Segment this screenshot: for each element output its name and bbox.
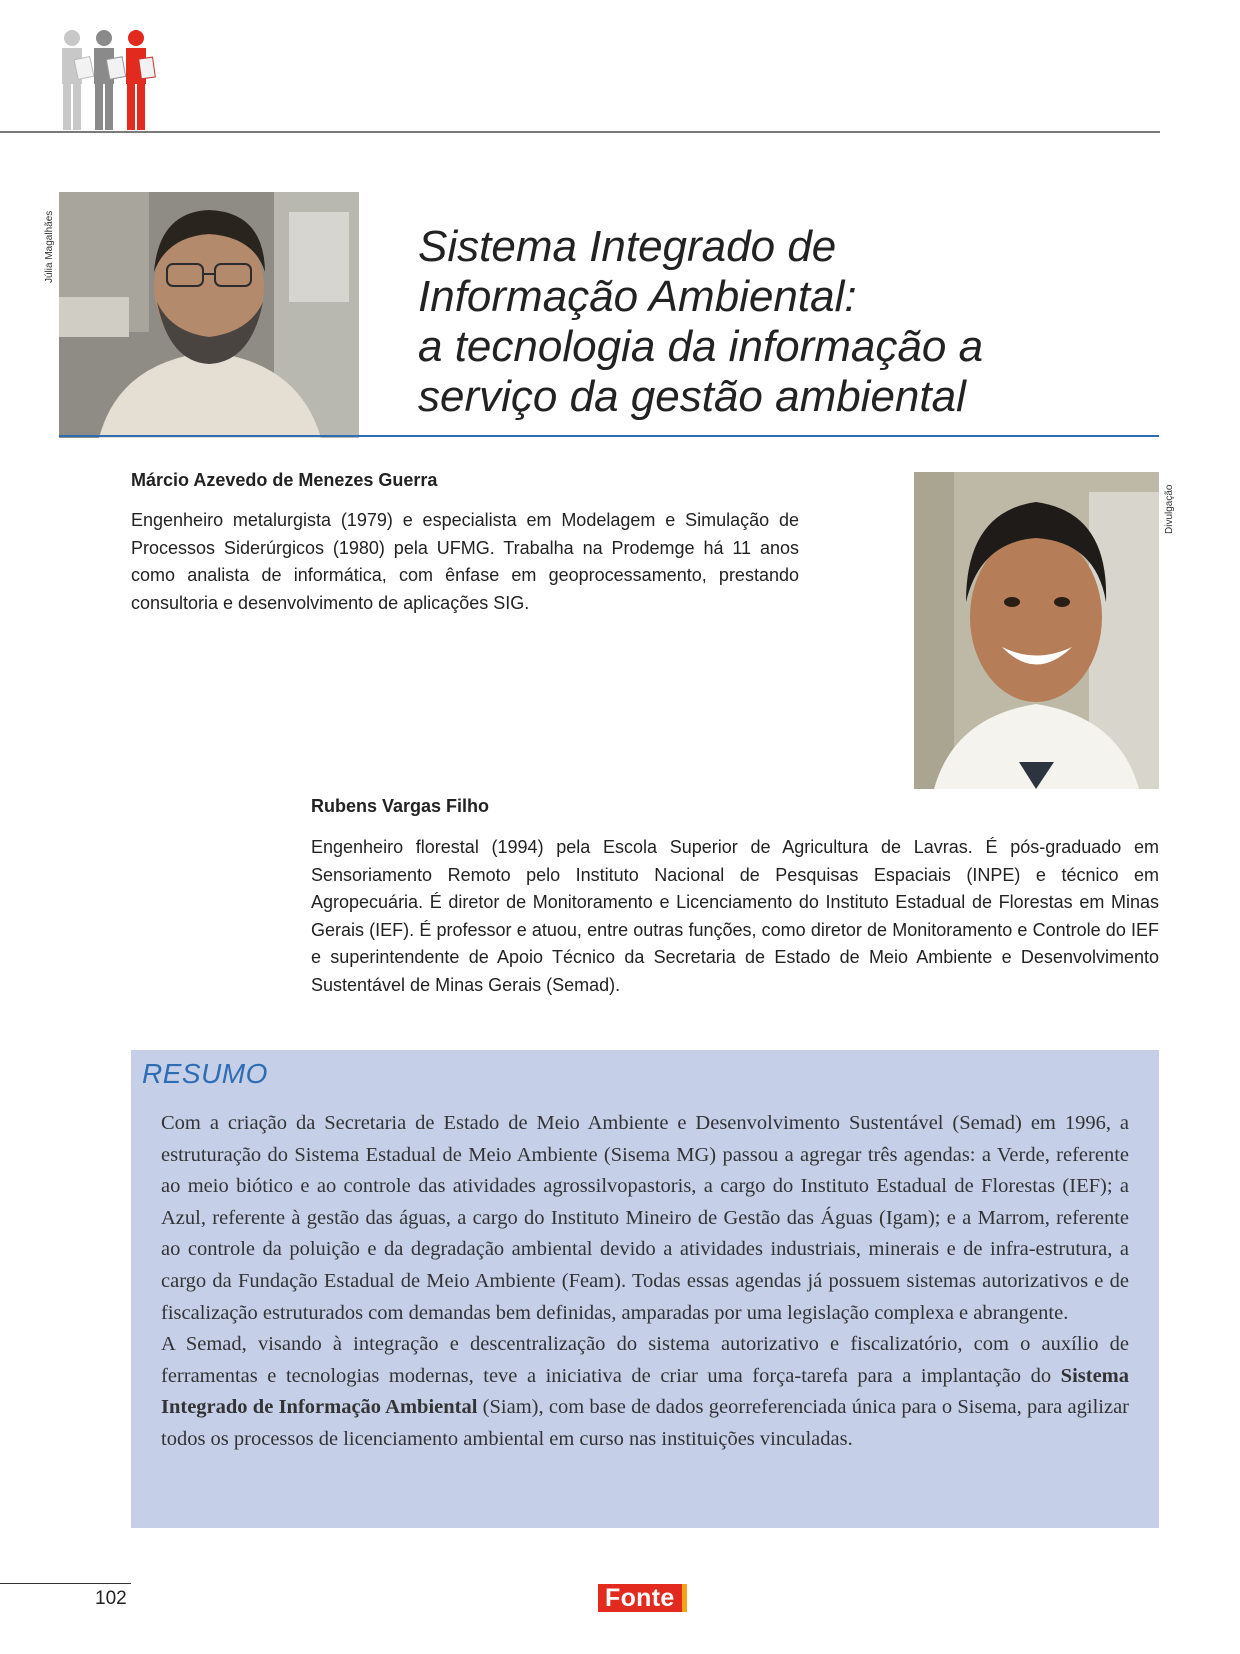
resumo-text [161, 1108, 1129, 1456]
author-photo-1 [59, 192, 359, 438]
resumo-text-run: (Siam), com base de dados georreferenciada única para o Sisema, para agilizar todos os processos de licenciamento ambiental em curso nas instituições vinculadas. [161, 1396, 1129, 1450]
resumo-bold-term: Sistema Integrado de Informação Ambiental [161, 1364, 1129, 1419]
title-line: Informação Ambiental: [418, 272, 857, 321]
title-line: a tecnologia da informação a [418, 322, 984, 371]
page-number: 102 [95, 1588, 127, 1609]
footer-rule [0, 1583, 131, 1584]
resumo-paragraph-1: Com a criação da Secretaria de Estado de Meio Ambiente e Desenvolvimento Sustentável (Semad) em 1996, a estruturação do Sistema Estadual de Meio Ambiente (Sisema MG) passou a agregar três agendas: a Verde, referente ao meio biótico e ao controle das atividades agrossilvopastoris, a cargo do Instituto Estadual de Florestas (IEF); a Azul, referente à gestão das águas, a cargo do Instituto Mineiro de Gestão das Águas (Igam); e a Marrom, referente ao controle da poluição e da degradação ambiental devido a atividades industriais, minerais e de infra-estrutura, a cargo da Fundação Estadual de Meio Ambiente (Feam). Todas essas agendas já possuem sistemas autorizativos e de fiscalização estruturados com demandas bem definidas, amparadas por uma legislação complexa e abrangente. [161, 1112, 1129, 1324]
title-rule [59, 435, 1159, 437]
photo-credit-2: Divulgação [1164, 484, 1175, 534]
title-line: serviço da gestão ambiental [418, 372, 966, 421]
people-figures-icon [58, 28, 158, 132]
author-photo-2 [914, 472, 1159, 789]
author-name-2: Rubens Vargas Filho [311, 796, 490, 816]
title-line: Sistema Integrado de [418, 222, 837, 271]
header-rule [0, 131, 1160, 133]
resumo-paragraph-2 [161, 1329, 1129, 1455]
resumo-text-run: A Semad, visando à integração e descentralização do sistema autorizativo e fiscalizatório, com o auxílio de ferramentas e tecnologias modernas, teve a iniciativa de criar uma força-tarefa para a implantação do [161, 1333, 1129, 1387]
photo-credit-1: Júlia Magalhães [44, 210, 55, 283]
resumo-heading: RESUMO [142, 1058, 268, 1089]
brand-logo: Fonte [598, 1584, 687, 1612]
author-bio-2: Engenheiro florestal (1994) pela Escola Superior de Agricultura de Lavras. É pós-graduado em Sensoriamento Remoto pelo Instituto Nacional de Pesquisas Espaciais (INPE) e técnico em Agropecuária. É diretor de Monitoramento e Licenciamento do Instituto Estadual de Florestas em Minas Gerais (IEF). É professor e atuou, entre outras funções, como diretor de Monitoramento e Controle do IEF e superintendente de Apoio Técnico da Secretaria de Estado de Meio Ambiente e Desenvolvimento Sustentável de Minas Gerais (Semad). [311, 837, 1159, 995]
author-name-1: Márcio Azevedo de Menezes Guerra [131, 470, 438, 490]
author-bio-1: Engenheiro metalurgista (1979) e especialista em Modelagem e Simulação de Processos Siderúrgicos (1980) pela UFMG. Trabalha na Prodemge há 11 anos como analista de informática, com ênfase em geoprocessamento, prestando consultoria e desenvolvimento de aplicações SIG. [131, 510, 799, 613]
article-title [418, 222, 1118, 422]
